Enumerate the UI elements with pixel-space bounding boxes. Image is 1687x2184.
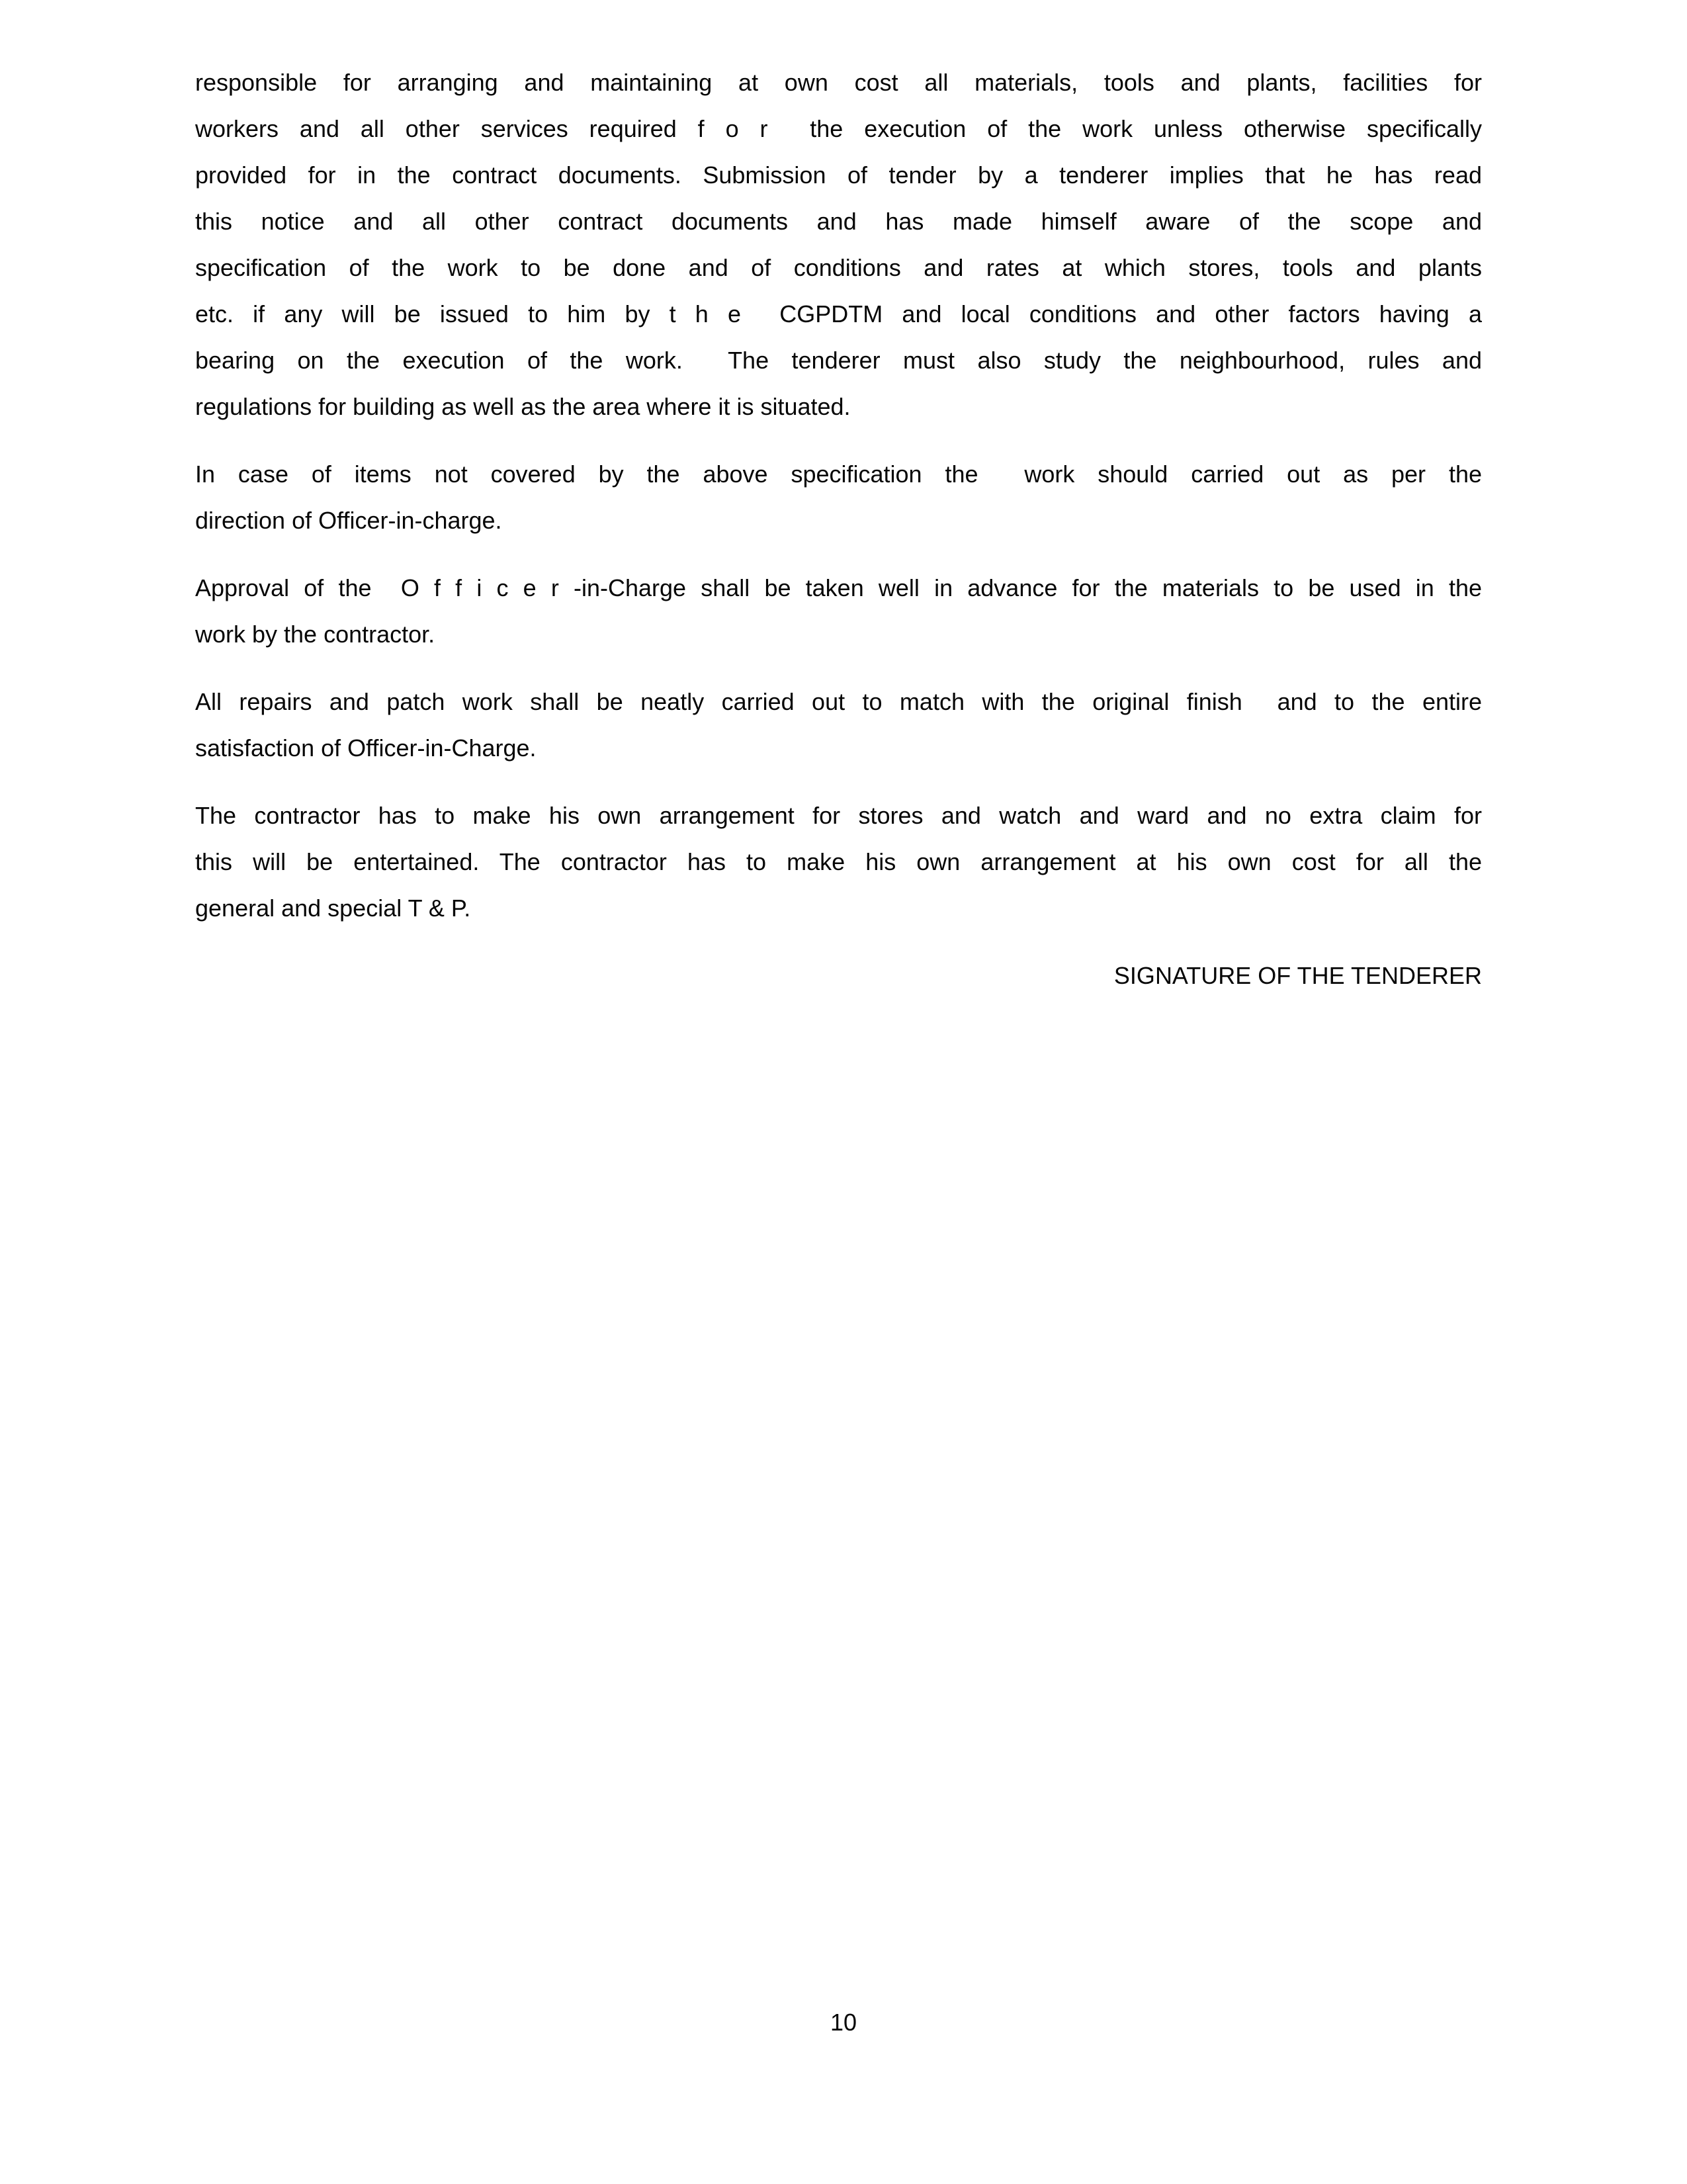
text-line: bearing on the execution of the work. The tenderer must also study the neighbourhood, rules and xyxy=(195,347,1482,374)
paragraph-items-not-covered xyxy=(195,451,1482,544)
page-body-text xyxy=(195,60,1482,999)
text-line: All repairs and patch work shall be neatly carried out to match with the original finish and to the entire xyxy=(195,688,1482,715)
signature-line: SIGNATURE OF THE TENDERER xyxy=(1113,962,1482,989)
text-line: regulations for building as well as the area where it is situated. xyxy=(195,393,851,420)
text-line: etc. if any will be issued to him by t h e CGPDTM and local conditions and other factors having a xyxy=(195,300,1482,328)
text-line: direction of Officer-in-charge. xyxy=(195,507,502,534)
text-line: The contractor has to make his own arrangement for stores and watch and ward and no extra claim for xyxy=(195,802,1482,829)
text-line: this notice and all other contract documents and has made himself aware of the scope and xyxy=(195,208,1482,235)
text-line: work by the contractor. xyxy=(195,621,435,648)
paragraph-responsibilities xyxy=(195,60,1482,430)
text-line: satisfaction of Officer-in-Charge. xyxy=(195,734,537,762)
page-number: 10 xyxy=(830,2009,857,2036)
text-line: general and special T & P. xyxy=(195,895,471,922)
text-line: workers and all other services required f o r the execution of the work unless otherwise specifically xyxy=(195,115,1482,142)
text-line: In case of items not covered by the above specification the work should carried out as per the xyxy=(195,460,1482,488)
text-line: this will be entertained. The contractor has to make his own arrangement at his own cost for all the xyxy=(195,848,1482,875)
paragraph-repairs xyxy=(195,679,1482,771)
paragraph-contractor-arrangement xyxy=(195,793,1482,932)
paragraph-approval xyxy=(195,565,1482,658)
text-line: Approval of the O f f i c e r -in-Charge shall be taken well in advance for the materials to be used in the xyxy=(195,574,1482,601)
text-line: provided for in the contract documents. Submission of tender by a tenderer implies that he has read xyxy=(195,161,1482,189)
text-line: responsible for arranging and maintaining at own cost all materials, tools and plants, facilities for xyxy=(195,69,1482,96)
text-line: specification of the work to be done and of conditions and rates at which stores, tools and plants xyxy=(195,254,1482,281)
